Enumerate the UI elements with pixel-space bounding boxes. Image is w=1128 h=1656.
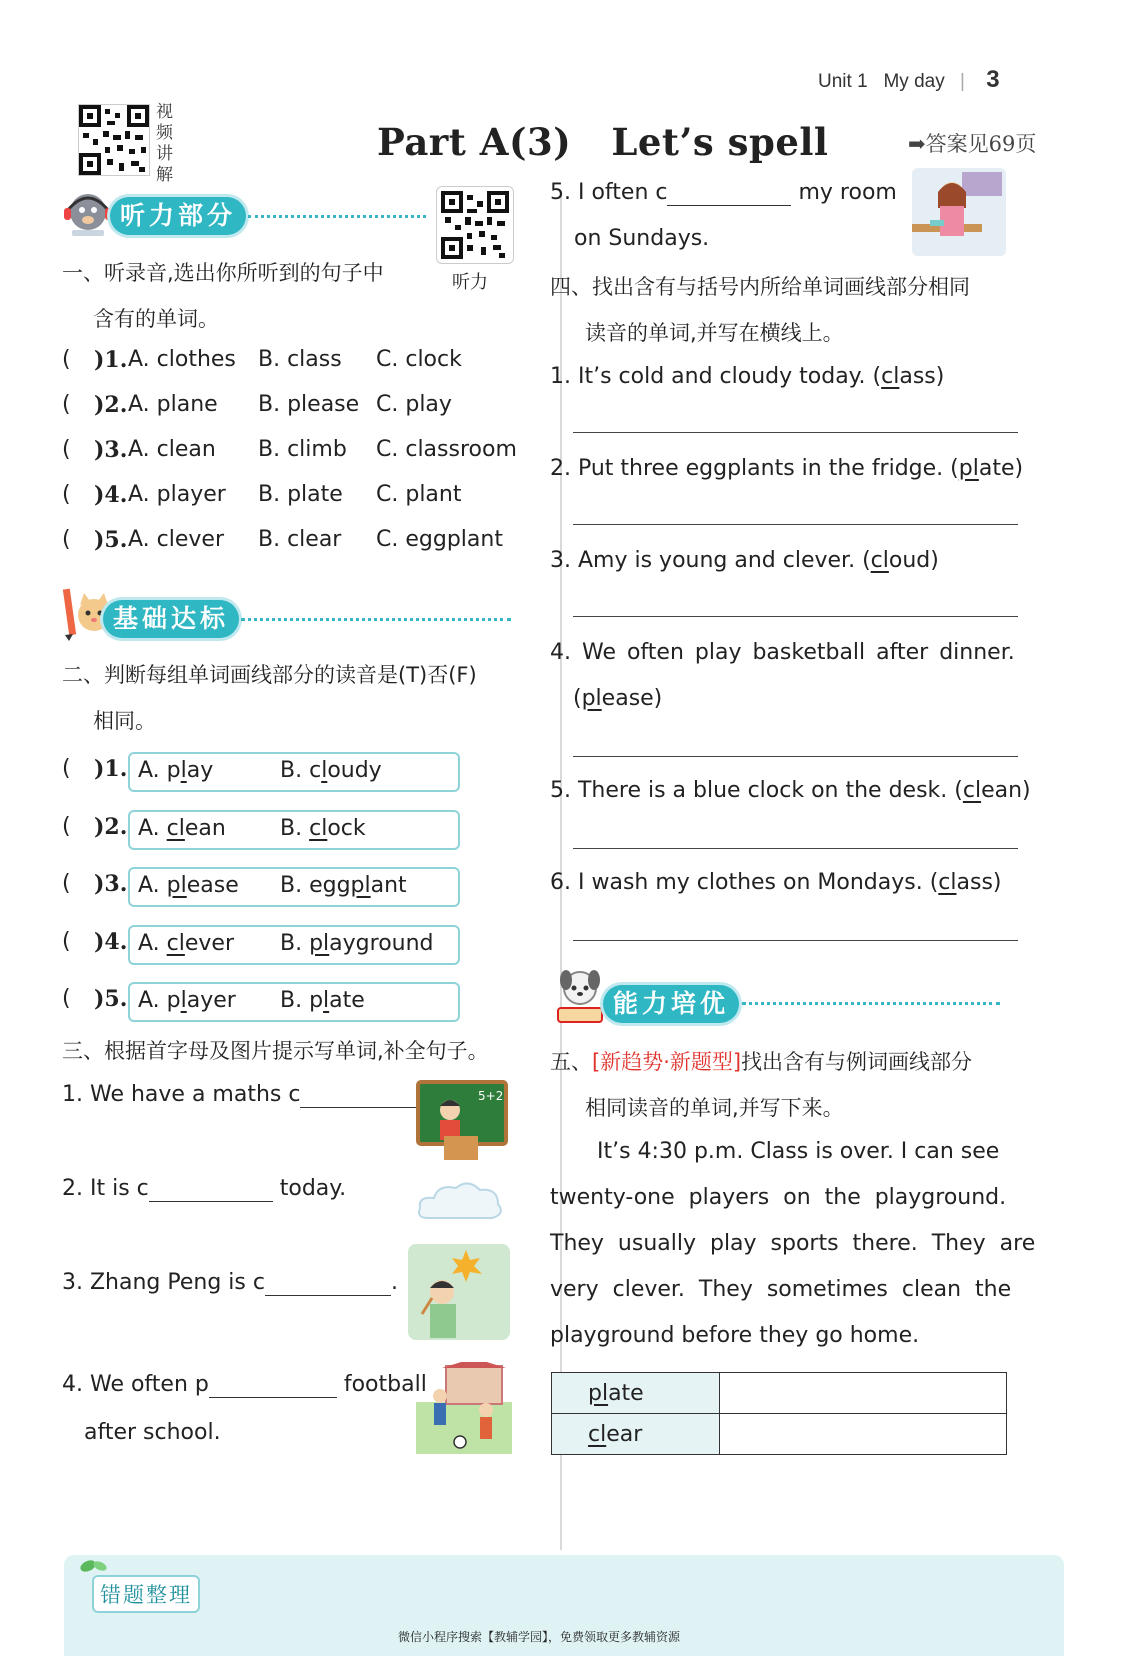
basics-banner: 基础达标 (103, 600, 239, 638)
sentence-text: 5. There is a blue clock on the desk. (550, 778, 948, 803)
section2-instruction-cont: 相同。 (93, 709, 156, 733)
answer-blank[interactable]: ( (62, 527, 71, 552)
section2-items (62, 752, 522, 1040)
option-b: B. class (258, 347, 342, 372)
passage-line-2: twenty-one players on the playground. (550, 1185, 1007, 1210)
section3-instruction: 三、根据首字母及图片提示写单词,补全句子。 (62, 1039, 489, 1063)
option-a: A. please (138, 873, 239, 898)
word-pair-box (128, 867, 460, 907)
new-trend-tag: [新趋势·新题型] (592, 1050, 742, 1074)
option-b: B. eggplant (280, 873, 407, 898)
list-item (62, 482, 522, 527)
option-a: A. clever (128, 527, 224, 552)
option-b: B. climb (258, 437, 347, 462)
option-b: B. plate (280, 988, 365, 1013)
option-a: A. clothes (128, 347, 236, 372)
video-label-char: 频 (156, 123, 173, 143)
banner-dots (742, 1002, 1000, 1005)
answer-line[interactable] (573, 616, 1018, 617)
option-a: A. play (138, 758, 214, 783)
answer-blank[interactable]: ( (62, 756, 71, 781)
instruction-text: 找出含有与例词画线部分 (741, 1050, 973, 1074)
section4-instruction: 四、找出含有与括号内所给单词画线部分相同 (550, 275, 970, 299)
board-text: 5+2 (478, 1089, 504, 1103)
option-c: C. plant (376, 482, 462, 507)
table-row (552, 1414, 1007, 1455)
answer-blank[interactable]: ( (62, 392, 71, 417)
answer-cell[interactable] (720, 1373, 1007, 1414)
footer-note: 微信小程序搜索【教辅学园】，免费领取更多教辅资源 (398, 1630, 681, 1644)
page-header (818, 66, 1000, 94)
answer-line[interactable] (573, 432, 1018, 433)
section4-item-4-hint: (please) (573, 686, 663, 711)
fill-sentence-2 (62, 1176, 346, 1202)
answer-blank[interactable] (300, 1082, 428, 1108)
section5-instruction (550, 1047, 972, 1077)
option-b: B. clock (280, 815, 366, 841)
football-kids-image (416, 1362, 512, 1458)
sentence-text: 1. It’s cold and cloudy today. (550, 364, 866, 389)
list-item (62, 437, 522, 482)
option-a: A. clean (138, 815, 226, 841)
fill-sentence-3 (62, 1270, 398, 1296)
list-item (62, 752, 522, 810)
video-label-char: 解 (156, 165, 173, 185)
item-number: )4. (94, 928, 128, 955)
item-number: )1. (94, 756, 128, 782)
cloud-image (414, 1178, 506, 1228)
sentence-text: 4. We often play basketball after dinner. (550, 640, 1015, 665)
example-word: plate (552, 1373, 720, 1414)
answer-blank[interactable]: ( (62, 928, 71, 954)
sentence-text: 6. I wash my clothes on Mondays. (550, 870, 923, 895)
answer-line[interactable] (573, 940, 1018, 941)
passage-line-5: playground before they go home. (550, 1323, 920, 1348)
video-label (156, 102, 174, 186)
list-item (62, 347, 522, 392)
option-a: A. clever (138, 930, 235, 956)
girl-cleaning-image (912, 168, 1006, 260)
answer-blank[interactable]: ( (62, 871, 71, 896)
section1-instruction: 一、听录音,选出你所听到的句子中 (62, 261, 384, 285)
option-c: C. play (376, 392, 452, 417)
option-c: C. classroom (376, 437, 517, 462)
item-number: )5. (94, 527, 128, 553)
sentence-text: 3. Amy is young and clever. (550, 548, 856, 573)
fill-sentence-4-cont: after school. (84, 1420, 221, 1445)
answer-line[interactable] (573, 524, 1018, 525)
item-number: )3. (94, 871, 128, 897)
clever-boy-image (408, 1244, 510, 1344)
section4-item-1: 1. It’s cold and cloudy today. (class) (550, 364, 945, 389)
option-a: A. player (138, 988, 236, 1013)
answer-blank[interactable]: ( (62, 813, 71, 839)
passage-line-3: They usually play sports there. They are (550, 1231, 1036, 1256)
list-item (62, 392, 522, 437)
sentence-text: football (336, 1372, 427, 1397)
section4-item-6: 6. I wash my clothes on Mondays. (class) (550, 870, 1002, 895)
answer-blank[interactable] (149, 1176, 273, 1202)
table-row (552, 1373, 1007, 1414)
item-number: )4. (94, 482, 128, 508)
answer-blank[interactable] (265, 1270, 391, 1296)
item-number: )5. (94, 986, 128, 1012)
listening-banner: 听力部分 (110, 197, 246, 235)
sentence-text: 2. Put three eggplants in the fridge. (550, 456, 944, 481)
word-pair-box (128, 752, 460, 792)
answer-blank[interactable]: ( (62, 986, 71, 1011)
video-qr-code[interactable] (78, 104, 150, 176)
list-item (62, 527, 522, 572)
list-item (62, 925, 522, 983)
option-c: C. eggplant (376, 527, 503, 552)
listening-qr-label: 听力 (452, 272, 488, 293)
option-b: B. cloudy (280, 758, 382, 783)
answer-blank[interactable] (209, 1372, 337, 1398)
sentence-text: 5. I often c (550, 180, 668, 205)
item-number: )1. (94, 347, 128, 373)
answer-line[interactable] (573, 756, 1018, 757)
ability-banner: 能力培优 (603, 985, 739, 1023)
item-number: )2. (94, 392, 128, 418)
answer-blank[interactable] (667, 180, 791, 206)
answer-cell[interactable] (720, 1414, 1007, 1455)
sentence-text: . (390, 1270, 398, 1295)
sentence-text: today. (272, 1176, 347, 1201)
passage-line-4: very clever. They sometimes clean the (550, 1277, 1012, 1302)
answer-blank[interactable]: ( (62, 482, 71, 507)
sentence-text: 2. It is c (62, 1176, 149, 1201)
listening-mascot-icon (62, 190, 114, 242)
answer-blank[interactable]: ( (62, 347, 71, 372)
option-b: B. playground (280, 930, 434, 956)
fill-sentence-5-cont: on Sundays. (574, 226, 710, 251)
item-number: )2. (94, 813, 128, 840)
section2-instruction: 二、判断每组单词画线部分的读音是(T)否(F) (62, 663, 477, 687)
classroom-teacher-image (416, 1080, 508, 1166)
banner-dots (241, 618, 511, 621)
video-label-char: 讲 (156, 144, 173, 164)
word-pair-box (128, 982, 460, 1022)
answer-blank[interactable]: ( (62, 437, 71, 462)
section1-items (62, 347, 522, 572)
answer-line[interactable] (573, 848, 1018, 849)
option-a: A. plane (128, 392, 218, 417)
option-b: B. clear (258, 527, 342, 552)
passage-line-1: It’s 4:30 p.m. Class is over. I can see (597, 1139, 1000, 1164)
item-number: )3. (94, 437, 128, 463)
list-item (62, 810, 522, 868)
word-pair-box (128, 810, 460, 850)
fill-sentence-5 (550, 180, 897, 206)
section4-instruction-cont: 读音的单词,并写在横线上。 (585, 321, 844, 345)
answer-table (551, 1372, 1007, 1455)
video-label-char: 视 (156, 102, 173, 122)
sentence-text: 3. Zhang Peng is c (62, 1270, 265, 1295)
section4-item-2: 2. Put three eggplants in the fridge. (plate) (550, 456, 1024, 481)
page-title: Part A(3) Let’s spell (377, 120, 829, 164)
option-b: B. plate (258, 482, 343, 507)
answer-reference: ➡答案见69页 (908, 132, 1037, 156)
unit-label: Unit 1 (818, 71, 868, 92)
banner-dots (248, 215, 426, 218)
section5-instruction-cont: 相同读音的单词,并写下来。 (585, 1096, 844, 1120)
sentence-text: my room (791, 180, 897, 205)
sentence-text: 4. We often p (62, 1372, 209, 1397)
section4-item-5: 5. There is a blue clock on the desk. (clean) (550, 778, 1031, 803)
list-item (62, 982, 522, 1040)
sentence-text: 1. We have a maths c (62, 1082, 301, 1107)
option-a: A. clean (128, 437, 216, 462)
list-item (62, 867, 522, 925)
header-divider: | (960, 71, 965, 92)
page-number: 3 (986, 66, 1000, 93)
word-pair-box (128, 925, 460, 965)
dog-reading-icon (552, 966, 608, 1030)
section4-item-4 (550, 640, 1015, 665)
fill-sentence-4 (62, 1372, 427, 1398)
fill-sentence-1 (62, 1082, 435, 1108)
option-b: B. please (258, 392, 360, 417)
unit-title: My day (883, 71, 945, 92)
mistake-notes-tag: 错题整理 (92, 1575, 200, 1613)
section4-item-3: 3. Amy is young and clever. (cloud) (550, 548, 939, 573)
section-number: 五、 (550, 1050, 592, 1074)
example-word: clear (552, 1414, 720, 1455)
option-a: A. player (128, 482, 226, 507)
section1-instruction-cont: 含有的单词。 (93, 307, 219, 331)
listening-qr-code[interactable] (436, 186, 514, 264)
option-c: C. clock (376, 347, 462, 372)
